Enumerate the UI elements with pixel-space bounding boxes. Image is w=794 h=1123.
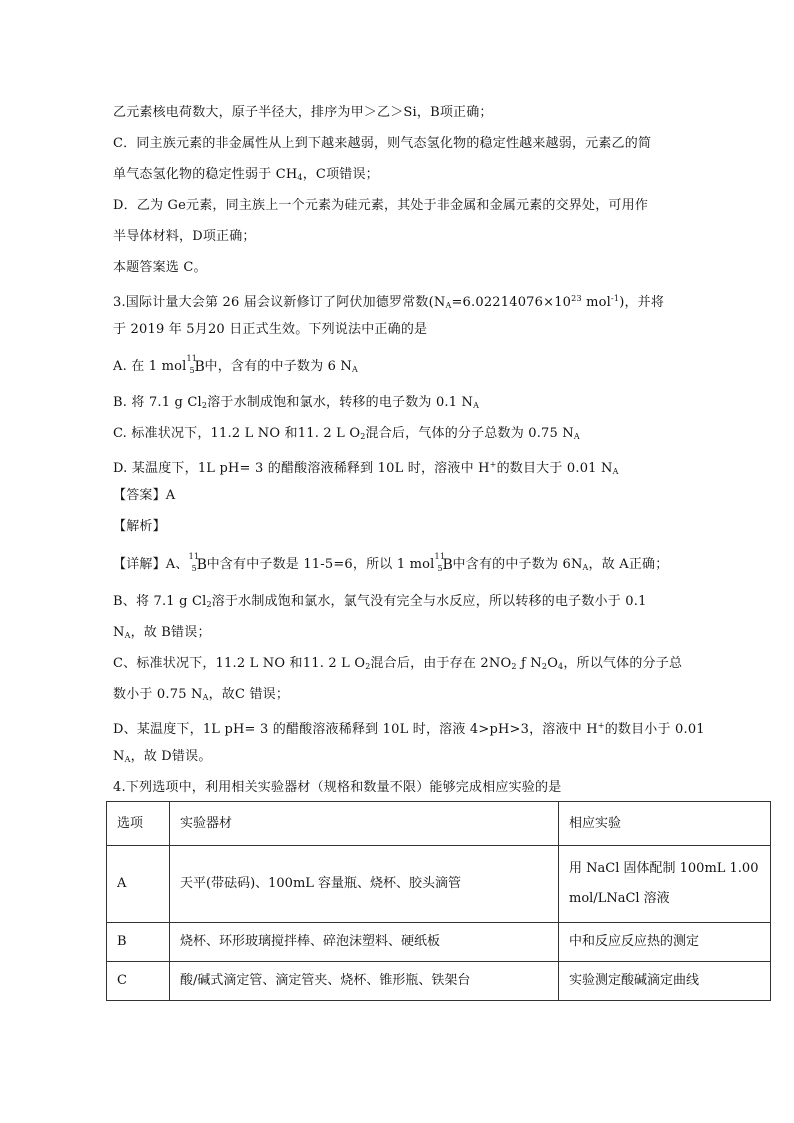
question-3-stem: 3.国际计量大会第 26 届会议新修订了阿伏加德罗常数($N_A=6.02214076\times 10^{23}$ mol$^{-1}$)，并将 — [113, 294, 665, 310]
table-cell: 中和反应反应热的测定 — [559, 923, 771, 962]
answer-label: 【答案】A — [113, 488, 176, 503]
table-row — [107, 923, 771, 962]
table-row — [107, 846, 771, 923]
experiment-table — [106, 801, 771, 1001]
table-header-cell: 选项 — [107, 802, 170, 846]
explanation-line: D、某温度下，1L pH= 3 的醋酸溶液稀释到 10L 时，溶液 4>pH>3，溶液中 H+的数目小于 0.01 — [113, 721, 705, 737]
table-cell: 天平(带砝码)、100mL 容量瓶、烧杯、胶头滴管 — [170, 846, 559, 923]
question-4-stem: 4.下列选项中，利用相关实验器材（规格和数量不限）能够完成相应实验的是 — [113, 780, 562, 795]
table-cell: 烧杯、环形玻璃搅拌棒、碎泡沫塑料、硬纸板 — [170, 923, 559, 962]
table-cell — [559, 846, 771, 923]
explanation-line: 数小于 0.75 $N_A$，故C 错误； — [113, 687, 290, 702]
explanation-line: $N_A$，故 B错误； — [113, 625, 211, 640]
table-cell: 实验测定酸碱滴定曲线 — [559, 962, 771, 1001]
option-d: D. 某温度下，1L pH= 3 的醋酸溶液稀释到 10L 时，溶液中 H+的数目大于 0.01 $N_A$ — [113, 460, 619, 476]
option-b: B. 将 7.1 g $Cl_2$溶于水制成饱和氯水，转移的电子数为 0.1 $N_A$ — [113, 395, 480, 410]
explanation-line: C、标准状况下，11.2 L NO 和11. 2 L $O_2$混合后，由于存在 $2NO_2$ ƒ $N_2O_4$，所以气体的分子总 — [113, 656, 683, 671]
text-line: 单气态氢化物的稳定性弱于 $CH_4$，C项错误； — [113, 167, 379, 182]
table-cell: 酸/碱式滴定管、滴定管夹、烧杯、锥形瓶、铁架台 — [170, 962, 559, 1001]
table-cell: B — [107, 923, 170, 962]
text-line: 本题答案选 C。 — [113, 260, 207, 275]
table-cell: A — [107, 846, 170, 923]
analysis-label: 【解析】 — [113, 519, 166, 534]
cell-line: mol/LNaCl 溶液 — [569, 891, 670, 906]
table-header-row — [107, 802, 771, 846]
option-c: C. 标准状况下，11.2 L NO 和11. 2 L $O_2$混合后，气体的分子总数为 0.75 $N_A$ — [113, 426, 580, 441]
table-header-cell: 相应实验 — [559, 802, 771, 846]
text-line: D．乙为 Ge元素，同主族上一个元素为硅元素，其处于非金属和金属元素的交界处，可用作 — [113, 198, 649, 213]
question-3-stem: 于 2019 年 5月20 日正式生效。下列说法中正确的是 — [113, 322, 428, 337]
explanation-line: B、将 7.1 g $Cl_2$溶于水制成饱和氯水，氯气没有完全与水反应，所以转移的电子数小于 0.1 — [113, 594, 647, 609]
nuclide-b11: 11 5 B — [188, 552, 208, 573]
table-row — [107, 962, 771, 1001]
table-header-cell: 实验器材 — [170, 802, 559, 846]
explanation-line: $N_A$，故 D错误。 — [113, 749, 212, 764]
text-line: 半导体材料，D项正确； — [113, 229, 256, 244]
explanation-line: 【详解】A、 11 5 B 中含有中子数是 11-5=6，所以 1 mol 11 5 B 中含有的中子数为 $6N_A$，故 A正确； — [113, 552, 669, 573]
option-a: A. 在 1 mol 11 5 B 中，含有的中子数为 6 $N_A$ — [113, 354, 358, 375]
table-cell: C — [107, 962, 170, 1001]
text-line: C．同主族元素的非金属性从上到下越来越弱，则气态氢化物的稳定性越来越弱，元素乙的简 — [113, 136, 652, 151]
text-line: 乙元素核电荷数大，原子半径大，排序为甲＞乙＞Si，B项正确； — [113, 105, 493, 120]
nuclide-b11: 11 5 B — [186, 354, 205, 375]
nuclide-b11: 11 5 B — [434, 552, 454, 573]
cell-line: 用 NaCl 固体配制 100mL 1.00 — [569, 861, 759, 876]
